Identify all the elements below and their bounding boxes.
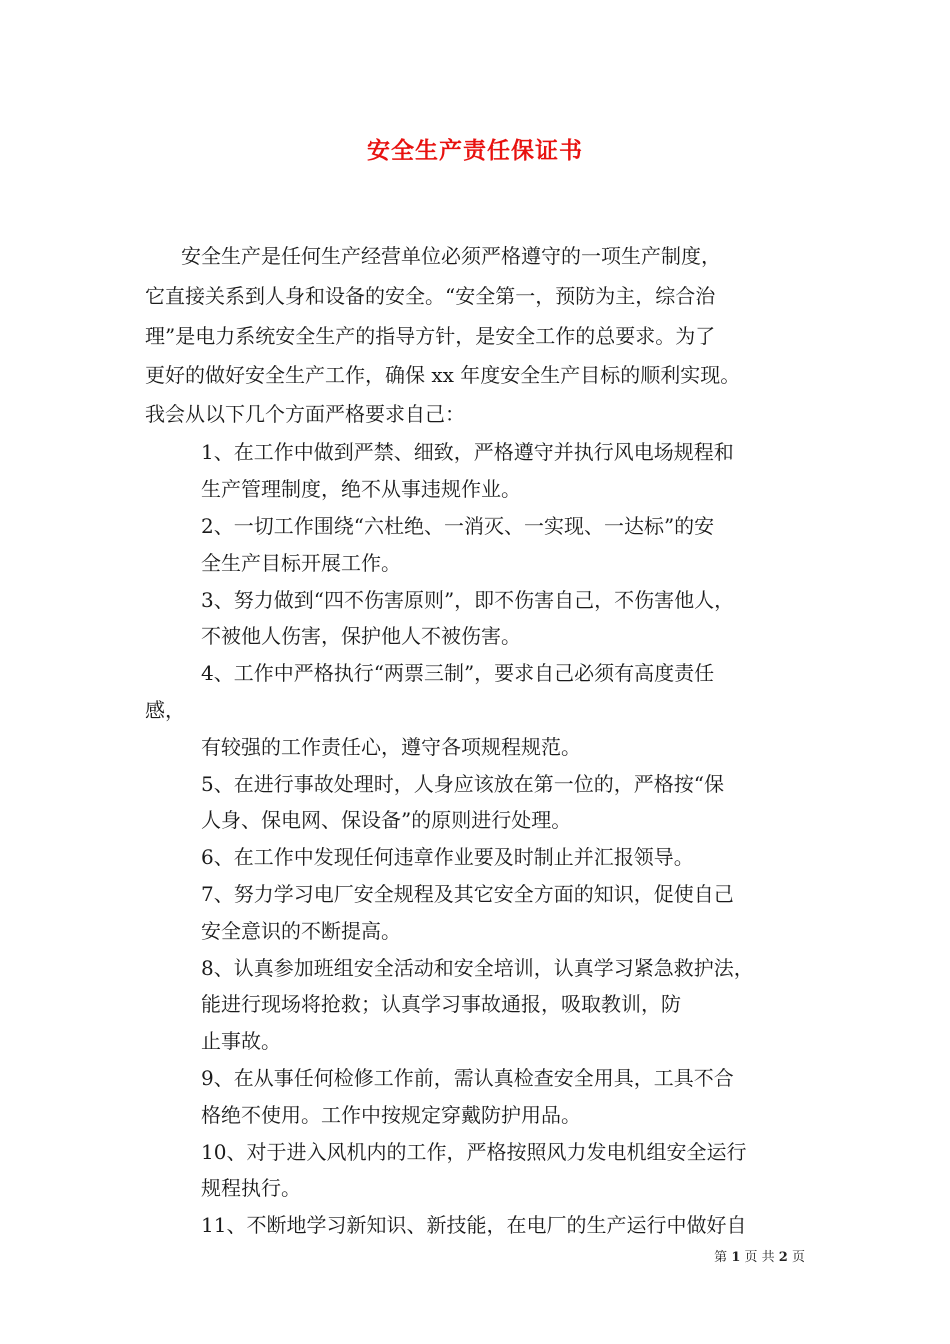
- intro-line-5: 我会从以下几个方面严格要求自己：: [145, 402, 465, 426]
- intro-line-4: 更好的做好安全生产工作，确保 xx 年度安全生产目标的顺利实现。: [145, 363, 741, 387]
- intro-line-1: 安全生产是任何生产经营单位必须严格遵守的一项生产制度，: [181, 244, 721, 268]
- item-line: 生产管理制度，绝不从事违规作业。: [201, 477, 521, 501]
- footer-middle: 页 共: [744, 1250, 775, 1265]
- intro-line-3: 理”是电力系统安全生产的指导方针，是安全工作的总要求。为了: [145, 324, 716, 348]
- item-line: 安全意识的不断提高。: [201, 919, 401, 943]
- item-line: 8、认真参加班组安全活动和安全培训，认真学习紧急救护法，: [201, 956, 754, 980]
- item-line: 7、努力学习电厂安全规程及其它安全方面的知识，促使自己: [201, 882, 734, 906]
- item-line: 3、努力做到“四不伤害原则”，即不伤害自己，不伤害他人，: [201, 588, 735, 612]
- item-line: 格绝不使用。工作中按规定穿戴防护用品。: [201, 1103, 581, 1127]
- item-line: 不被他人伤害，保护他人不被伤害。: [201, 624, 521, 648]
- intro-line-2: 它直接关系到人身和设备的安全。“安全第一，预防为主，综合治: [145, 284, 716, 308]
- item-line: 11、不断地学习新知识、新技能，在电厂的生产运行中做好自: [201, 1213, 747, 1237]
- item-line: 有较强的工作责任心，遵守各项规程规范。: [201, 735, 581, 759]
- item-line: 6、在工作中发现任何违章作业要及时制止并汇报领导。: [201, 845, 694, 869]
- footer-prefix: 第: [714, 1250, 728, 1265]
- footer-current-page: 1: [731, 1250, 741, 1265]
- item-line: 止事故。: [201, 1029, 281, 1053]
- item-line: 2、一切工作围绕“六杜绝、一消灭、一实现、一达标”的安: [201, 514, 715, 538]
- item-line: 人身、保电网、保设备”的原则进行处理。: [201, 808, 572, 832]
- item-line: 全生产目标开展工作。: [201, 551, 401, 575]
- document-title: 安全生产责任保证书: [367, 137, 583, 164]
- item-line: 5、在进行事故处理时，人身应该放在第一位的，严格按“保: [201, 772, 724, 796]
- item-line: 4、工作中严格执行“两票三制”，要求自己必须有高度责任: [201, 661, 715, 685]
- footer-total-pages: 2: [778, 1250, 788, 1265]
- item-line: 9、在从事任何检修工作前，需认真检查安全用具，工具不合: [201, 1066, 734, 1090]
- item-line: 能进行现场将抢救；认真学习事故通报，吸取教训，防: [201, 992, 681, 1016]
- item-line: 规程执行。: [201, 1176, 301, 1200]
- item-line: 1、在工作中做到严禁、细致，严格遵守并执行风电场规程和: [201, 440, 734, 464]
- page-number-footer: [714, 1246, 805, 1265]
- item-line: 10、对于进入风机内的工作，严格按照风力发电机组安全运行: [201, 1140, 747, 1164]
- footer-suffix: 页: [791, 1250, 805, 1265]
- item-line: 感，: [145, 698, 185, 722]
